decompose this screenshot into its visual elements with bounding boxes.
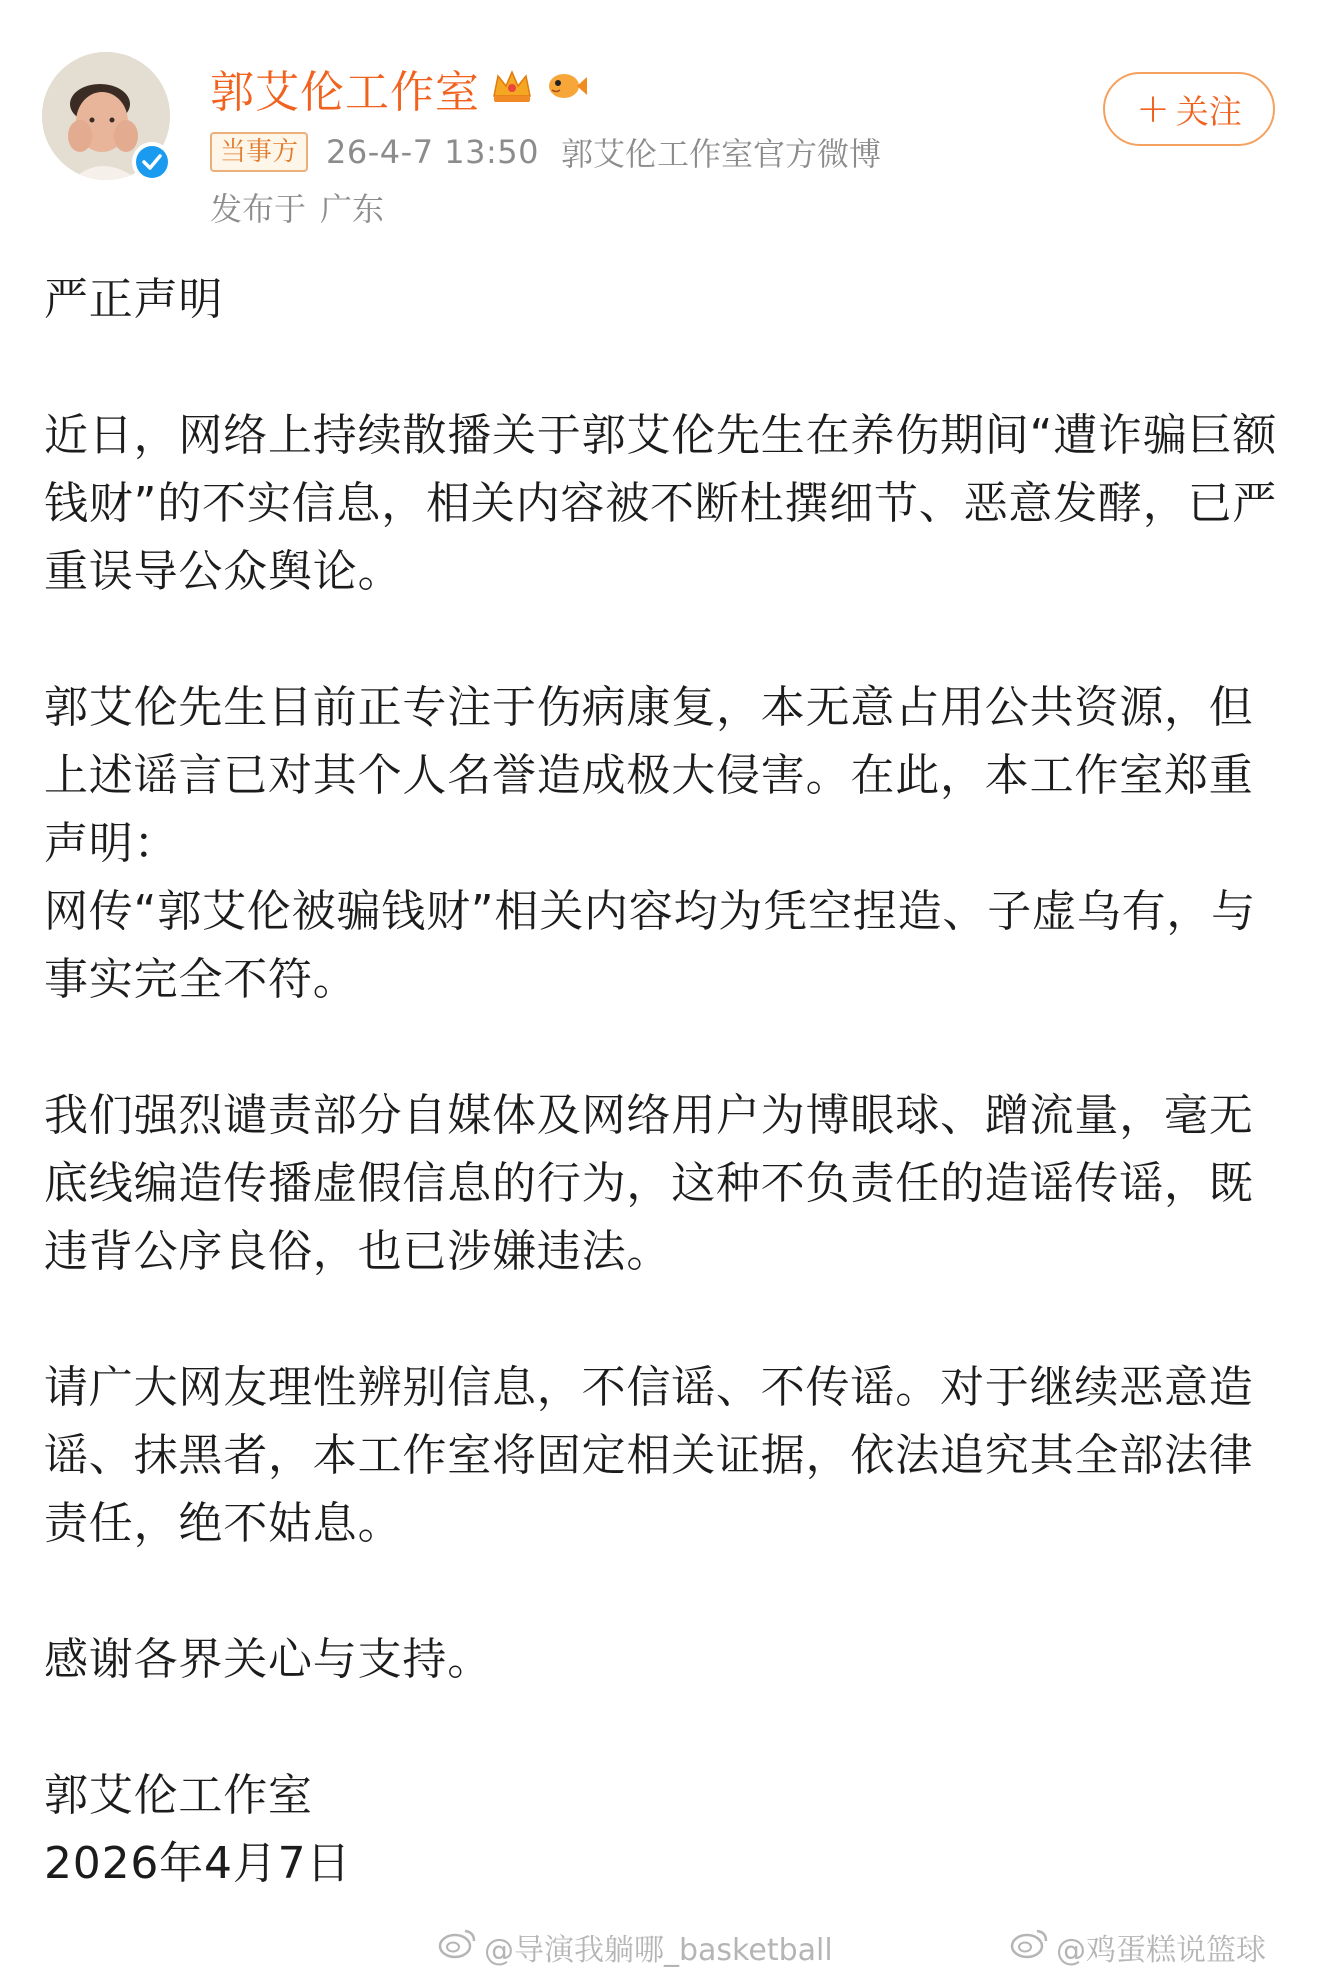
weibo-logo-icon xyxy=(1010,1926,1050,1968)
watermark xyxy=(1010,1925,1266,1969)
statement-title: 严正声明 xyxy=(44,274,224,325)
paragraph-gap xyxy=(44,1694,1284,1762)
party-badge: 当事方 xyxy=(210,132,308,172)
fish-icon xyxy=(544,66,588,110)
post-location xyxy=(210,184,384,230)
follow-label: 关注 xyxy=(1175,91,1242,131)
paragraph: 近日，网络上持续散播关于郭艾伦先生在养伤期间“遭诈骗巨额钱财”的不实信息，相关内容被不断杜撰细节、恶意发酵，已严重误导公众舆论。 xyxy=(44,410,1278,597)
signature-name: 郭艾伦工作室 xyxy=(44,1770,313,1821)
post-meta xyxy=(210,130,881,174)
watermarks xyxy=(0,1925,1320,1969)
post-header xyxy=(0,0,1320,240)
author-name-row xyxy=(210,58,588,118)
paragraph: 请广大网友理性辨别信息，不信谣、不传谣。对于继续恶意造谣、抹黑者，本工作室将固定相关证据，依法追究其全部法律责任，绝不姑息。 xyxy=(44,1362,1254,1549)
paragraph-gap xyxy=(44,1286,1284,1354)
paragraph: 郭艾伦先生目前正专注于伤病康复，本无意占用公共资源，但上述谣言已对其个人名誉造成极大侵害。在此，本工作室郑重声明： xyxy=(44,682,1254,869)
watermark-text: @鸡蛋糕说篮球 xyxy=(1056,1933,1266,1968)
location-value: 广东 xyxy=(320,190,385,228)
paragraph-gap xyxy=(44,334,1284,402)
paragraph: 我们强烈谴责部分自媒体及网络用户为博眼球、蹭流量，毫无底线编造传播虚假信息的行为，这种不负责任的造谣传谣，既违背公序良俗，也已涉嫌违法。 xyxy=(44,1090,1254,1277)
paragraph-gap xyxy=(44,1014,1284,1082)
signature-date: 2026年4月7日 xyxy=(44,1838,352,1889)
plus-icon: + xyxy=(1136,86,1170,132)
verified-badge-icon xyxy=(132,142,172,182)
post-time: 26-4-7 13:50 xyxy=(326,133,539,171)
paragraph: 网传“郭艾伦被骗钱财”相关内容均为凭空捏造、子虚乌有，与事实完全不符。 xyxy=(44,886,1256,1005)
post-source: 郭艾伦工作室官方微博 xyxy=(560,135,881,173)
avatar[interactable] xyxy=(42,52,170,180)
watermark-text: @导演我躺哪_basketball xyxy=(484,1933,833,1968)
crown-icon xyxy=(490,66,534,110)
post-body xyxy=(44,266,1284,1898)
follow-button[interactable] xyxy=(1103,72,1275,146)
watermark xyxy=(438,1925,833,1969)
paragraph-gap xyxy=(44,1558,1284,1626)
weibo-logo-icon xyxy=(438,1926,478,1968)
location-prefix: 发布于 xyxy=(210,190,307,228)
paragraph-gap xyxy=(44,606,1284,674)
author-name[interactable]: 郭艾伦工作室 xyxy=(210,67,480,118)
paragraph: 感谢各界关心与支持。 xyxy=(44,1634,492,1685)
